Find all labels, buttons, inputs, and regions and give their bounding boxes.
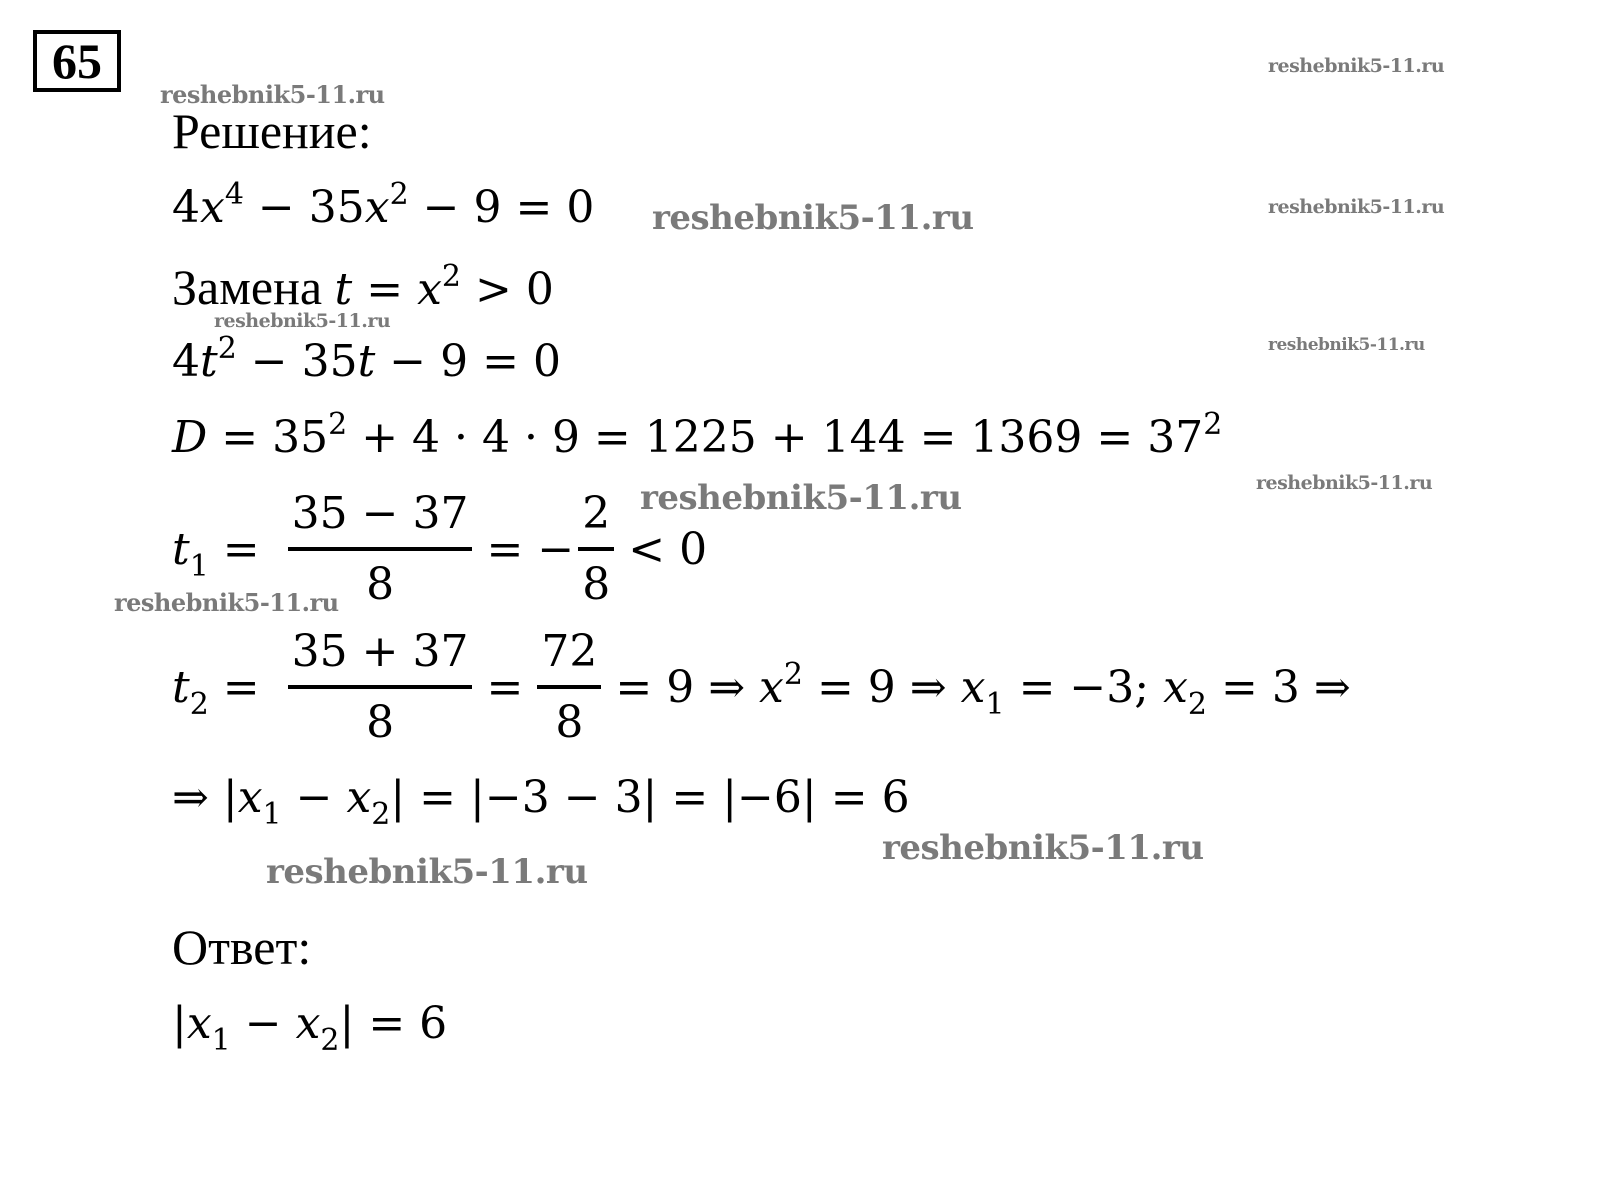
sub-exp: 2 [441, 259, 461, 294]
watermark: reshebnik5-11.ru [1268, 55, 1445, 77]
t2-d: = 3 ⇒ [1207, 661, 1351, 713]
eq2-exp: 2 [217, 331, 237, 366]
equation-original [172, 177, 595, 233]
eq2-coef: 4 [172, 336, 200, 387]
sub-var-t: t [334, 264, 353, 315]
abs-difference-line [172, 772, 910, 832]
answer-line [172, 998, 448, 1058]
t2-b: = 9 ⇒ [802, 661, 961, 713]
equation-substituted [172, 331, 561, 387]
ans-s1: 1 [211, 1023, 231, 1058]
t1-fraction-2 [578, 488, 614, 610]
t2-x1: x [960, 661, 986, 713]
ans-c: | = 6 [339, 998, 448, 1049]
eq2-rest: − 9 = 0 [375, 336, 561, 387]
t2-var: t [172, 661, 190, 713]
t2-x: x [759, 661, 784, 713]
watermark: reshebnik5-11.ru [114, 588, 339, 617]
eq1-coef: 4 [172, 182, 200, 233]
t2-x2: x [1163, 661, 1188, 713]
watermark: reshebnik5-11.ru [214, 310, 391, 332]
eq1-op: − 35 [243, 182, 365, 233]
t2-fraction-2 [537, 626, 601, 748]
eq1-exp: 4 [224, 177, 244, 212]
watermark: reshebnik5-11.ru [652, 198, 974, 238]
t1-denominator: 8 [366, 559, 395, 610]
watermark: reshebnik5-11.ru [1268, 335, 1425, 355]
disc-a: = 35 [207, 412, 329, 463]
t1-denominator-2: 8 [582, 559, 611, 610]
eq1-var-x: x [364, 182, 390, 233]
ans-x1: x [186, 998, 212, 1049]
t2-a: = 9 ⇒ [615, 661, 760, 713]
substitution-word: Замена [172, 259, 335, 315]
t2-c: = −3; [1004, 661, 1164, 713]
t2-s2: 2 [1187, 686, 1208, 722]
answer-heading: Ответ: [172, 919, 312, 975]
t2-denominator-2: 8 [555, 697, 584, 748]
problem-number: 65 [33, 30, 121, 92]
t1-var: t [172, 523, 190, 575]
discriminant-line [172, 407, 1223, 463]
solution-heading: Решение: [172, 103, 372, 159]
ans-x2: x [295, 998, 321, 1049]
t2-line [172, 626, 1351, 748]
t1-eq: = [222, 523, 260, 575]
watermark: reshebnik5-11.ru [1256, 472, 1433, 494]
eq2-mid: − 35 [236, 336, 358, 387]
eq2-var-t: t [357, 336, 376, 387]
ans-s2: 2 [320, 1023, 340, 1058]
watermark: reshebnik5-11.ru [882, 828, 1204, 868]
disc-b: + 4 · 4 · 9 = 1225 + 144 = 1369 = 37 [347, 412, 1204, 463]
sub-eq: = [352, 264, 418, 315]
abs-s1: 1 [262, 797, 282, 832]
watermark: reshebnik5-11.ru [266, 852, 588, 892]
t2-eq2: = [486, 661, 524, 713]
t1-line [172, 488, 707, 610]
t2-numerator-2: 72 [541, 626, 598, 677]
t1-numerator-2: 2 [582, 488, 611, 539]
abs-a: ⇒ | [172, 772, 238, 823]
sub-var-x: x [417, 264, 442, 315]
abs-c: | = |−3 − 3| = |−6| = 6 [390, 772, 910, 823]
t1-fraction [288, 488, 473, 610]
abs-x2: x [346, 772, 372, 823]
t2-denominator: 8 [366, 697, 395, 748]
abs-x1: x [237, 772, 263, 823]
eq1-var-x: x [200, 182, 225, 233]
t1-tail: < 0 [628, 523, 708, 575]
watermark: reshebnik5-11.ru [640, 478, 962, 518]
eq1-rest: − 9 = 0 [408, 182, 595, 233]
abs-s2: 2 [371, 797, 391, 832]
t2-eq: = [222, 661, 260, 713]
t2-sub: 2 [189, 686, 209, 722]
t2-exp: 2 [783, 656, 803, 692]
abs-b: − [281, 772, 347, 823]
disc-exp: 2 [1203, 407, 1223, 442]
t1-sub: 1 [189, 548, 209, 584]
eq1-exp: 2 [389, 177, 409, 212]
disc-var-d: D [172, 412, 208, 463]
t2-s1: 1 [985, 686, 1005, 722]
ans-b: − [230, 998, 296, 1049]
eq2-var-t: t [200, 336, 218, 387]
substitution-line [172, 259, 554, 315]
ans-a: | [172, 998, 187, 1049]
watermark: reshebnik5-11.ru [160, 80, 385, 109]
t2-numerator: 35 + 37 [291, 626, 469, 677]
t2-tail [615, 656, 1351, 722]
t2-fraction [288, 626, 473, 748]
watermark: reshebnik5-11.ru [1268, 196, 1445, 218]
disc-exp: 2 [328, 407, 348, 442]
t1-eq2: = − [486, 523, 575, 575]
t1-numerator: 35 − 37 [291, 488, 469, 539]
sub-rest: > 0 [460, 264, 554, 315]
